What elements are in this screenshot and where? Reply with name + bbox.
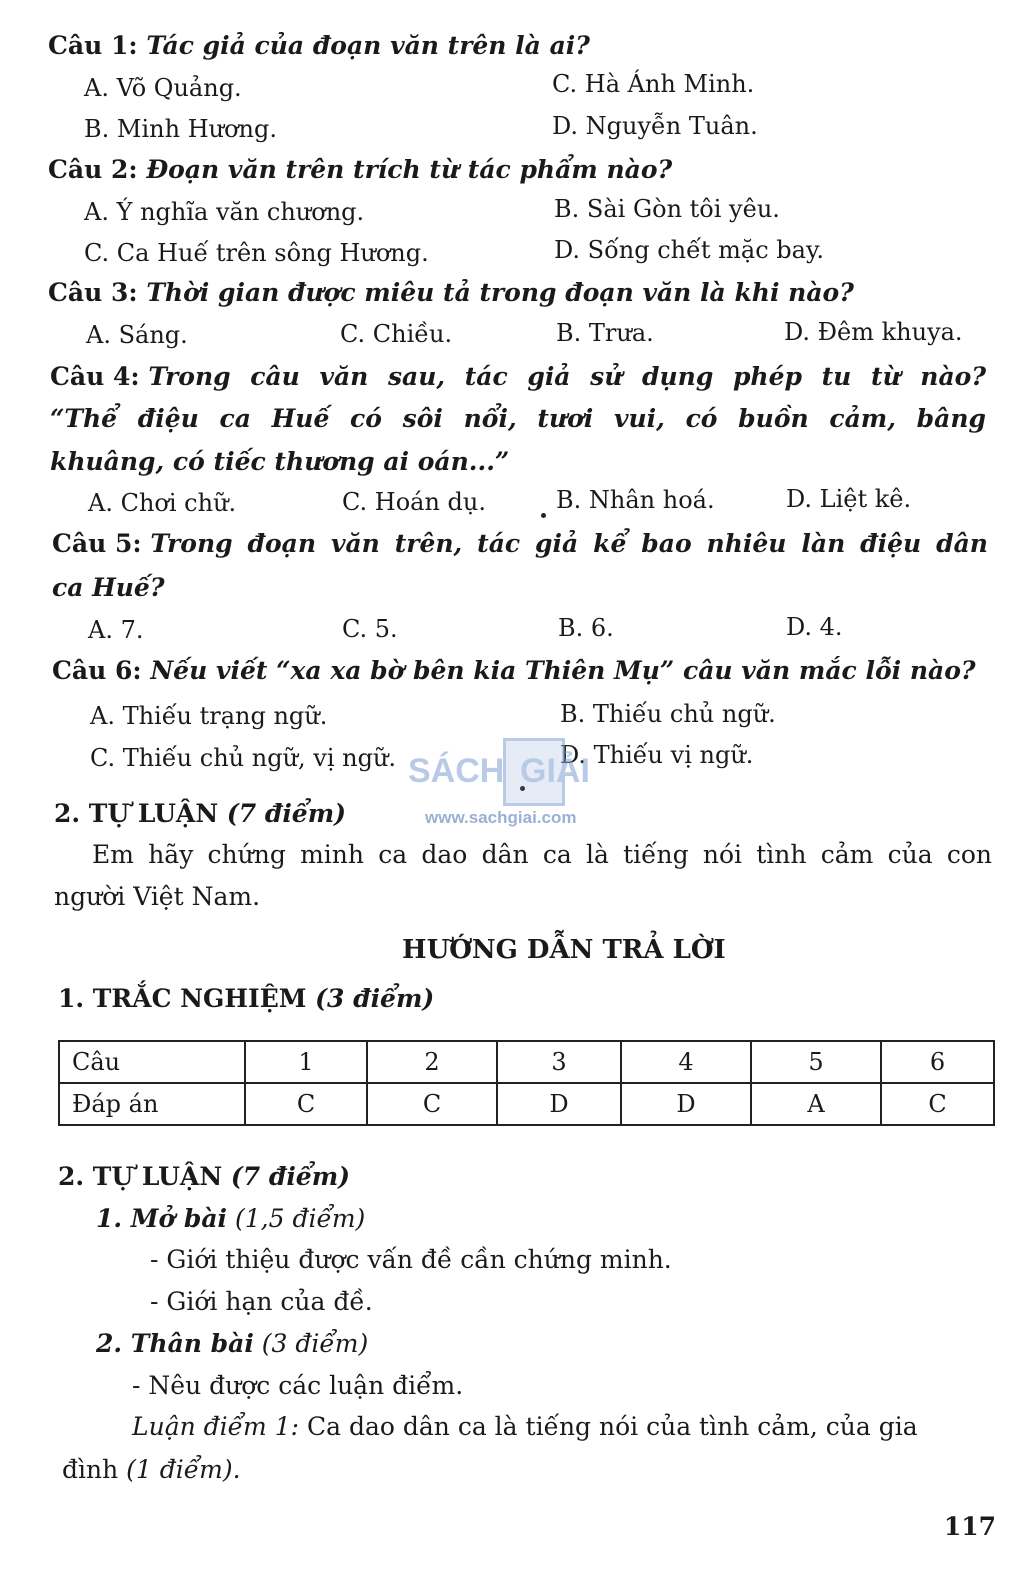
option: B. Sài Gòn tôi yêu.: [554, 195, 780, 223]
question-label: Câu 3: [48, 278, 129, 307]
table-cell: 6: [881, 1041, 994, 1083]
table-cell: D: [497, 1083, 621, 1125]
option: D. Nguyễn Tuân.: [552, 112, 758, 140]
luan-diem-label: Luận điểm 1:: [132, 1412, 300, 1441]
table-cell: C: [367, 1083, 497, 1125]
question-6: Câu 6: Nếu viết “xa xa bờ bên kia Thiên Mụ” câu văn mắc lỗi nào?: [52, 656, 976, 685]
section-2-points: (7 điểm): [230, 1162, 350, 1191]
question-1: Câu 1: Tác giả của đoạn văn trên là ai?: [48, 31, 590, 60]
table-cell: Đáp án: [59, 1083, 245, 1125]
option: A. Ý nghĩa văn chương.: [84, 198, 365, 226]
option: A. 7.: [88, 616, 144, 644]
essay-prompt-line: người Việt Nam.: [54, 882, 261, 911]
table-cell: D: [621, 1083, 751, 1125]
mo-bai-item: - Giới thiệu được vấn đề cần chứng minh.: [150, 1245, 672, 1274]
mo-bai-points: (1,5 điểm): [234, 1204, 366, 1233]
option: C. Hoán dụ.: [342, 488, 486, 516]
essay-prompt-line: Em hãy chứng minh ca dao dân ca là tiếng nói tình cảm của con: [92, 840, 992, 869]
question-text: Nếu viết “xa xa bờ bên kia Thiên Mụ” câu văn mắc lỗi nào?: [150, 656, 976, 685]
question-text-line: ca Huế?: [52, 573, 165, 602]
watermark-logo: [408, 738, 618, 800]
option: B. Minh Hương.: [84, 115, 277, 143]
question-5: Câu 5 : Trong đoạn văn trên, tác giả kể bao nhiêu làn điệu dân: [52, 529, 988, 558]
section-2-heading: [58, 1161, 350, 1193]
mo-bai-heading: [96, 1203, 365, 1235]
question-label: Câu 6: [52, 656, 133, 685]
than-bai-item: - Nêu được các luận điểm.: [132, 1371, 464, 1400]
question-4: Câu 4 : Trong câu văn sau, tác giả sử dụng phép tu từ nào?: [50, 362, 986, 391]
question-label: Câu 1: [48, 31, 129, 60]
option: A. Võ Quảng.: [84, 74, 242, 102]
question-2: Câu 2: Đoạn văn trên trích từ tác phẩm nào?: [48, 155, 673, 184]
section-1-points: (3 điểm): [315, 984, 435, 1013]
mo-bai-label: 1. Mở bài: [96, 1204, 228, 1233]
luan-diem-text-2: đình: [62, 1455, 119, 1484]
than-bai-heading: [96, 1328, 368, 1360]
question-text-line: Trong câu văn sau, tác giả sử dụng phép tu từ nào?: [148, 362, 986, 391]
option: C. Hà Ánh Minh.: [552, 70, 755, 98]
section-1-heading: [58, 983, 434, 1015]
answers-title: HƯỚNG DẪN TRẢ LỜI: [402, 935, 726, 965]
table-cell: 2: [367, 1041, 497, 1083]
option: C. Ca Huế trên sông Hương.: [84, 239, 429, 267]
luan-diem-line: [132, 1411, 918, 1443]
table-cell: 5: [751, 1041, 881, 1083]
question-label: Câu 5: [52, 529, 133, 558]
essay-points: (7 điểm): [226, 799, 346, 828]
option: D. Liệt kê.: [786, 485, 912, 513]
watermark-brand-right: GIẢI: [520, 752, 590, 790]
luan-diem-line-2: [62, 1454, 241, 1486]
table-cell: C: [881, 1083, 994, 1125]
option: A. Thiếu trạng ngữ.: [90, 702, 328, 730]
answer-table: [58, 1040, 995, 1126]
option: D. Đêm khuya.: [784, 318, 963, 346]
table-cell: Câu: [59, 1041, 245, 1083]
luan-diem-points: (1 điểm).: [126, 1455, 241, 1484]
option: A. Sáng.: [86, 321, 188, 349]
than-bai-label: 2. Thân bài: [96, 1329, 254, 1358]
question-3: Câu 3: Thời gian được miêu tả trong đoạn văn là khi nào?: [48, 278, 854, 307]
option: B. Trưa.: [556, 319, 654, 347]
watermark-url: www.sachgiai.com: [425, 808, 577, 827]
page-number: 117: [943, 1512, 996, 1541]
table-row: [59, 1041, 994, 1083]
question-text: Đoạn văn trên trích từ tác phẩm nào?: [146, 155, 673, 184]
option: D. Sống chết mặc bay.: [554, 236, 824, 264]
question-text: Thời gian được miêu tả trong đoạn văn là khi nào?: [146, 278, 854, 307]
luan-diem-text: Ca dao dân ca là tiếng nói của tình cảm, của gia: [299, 1412, 918, 1441]
table-cell: 3: [497, 1041, 621, 1083]
option: C. 5.: [342, 615, 398, 643]
question-label: Câu 2: [48, 155, 129, 184]
question-text-line: Trong đoạn văn trên, tác giả kể bao nhiêu làn điệu dân: [150, 529, 988, 558]
option: C. Chiều.: [340, 320, 453, 348]
table-cell: 1: [245, 1041, 367, 1083]
option: B. Nhân hoá.: [556, 486, 715, 514]
option: B. 6.: [558, 614, 614, 642]
mo-bai-item: - Giới hạn của đề.: [150, 1287, 373, 1316]
table-cell: 4: [621, 1041, 751, 1083]
table-cell: C: [245, 1083, 367, 1125]
option: A. Chơi chữ.: [88, 489, 237, 517]
question-label: Câu 4: [50, 362, 131, 391]
table-cell: A: [751, 1083, 881, 1125]
section-2-text: 2. TỰ LUẬN: [58, 1162, 223, 1191]
quote-line: khuâng, có tiếc thương ai oán...”: [50, 447, 510, 476]
table-row: [59, 1083, 994, 1125]
question-text: [148, 361, 986, 393]
than-bai-points: (3 điểm): [261, 1329, 369, 1358]
option: D. 4.: [786, 613, 843, 641]
option: D. Thiếu vị ngữ.: [560, 741, 754, 769]
quote-line: “Thể điệu ca Huế có sôi nổi, tươi vui, có buồn cảm, bâng: [50, 404, 986, 433]
stray-dot: [541, 513, 546, 518]
essay-heading-text: 2. TỰ LUẬN: [54, 799, 219, 828]
option: C. Thiếu chủ ngữ, vị ngữ.: [90, 744, 397, 772]
question-text: Tác giả của đoạn văn trên là ai?: [146, 31, 590, 60]
essay-heading: [54, 798, 346, 830]
option: B. Thiếu chủ ngữ.: [560, 700, 776, 728]
section-1-text: 1. TRẮC NGHIỆM: [58, 984, 307, 1013]
watermark-brand-left: SÁCH: [408, 752, 505, 790]
